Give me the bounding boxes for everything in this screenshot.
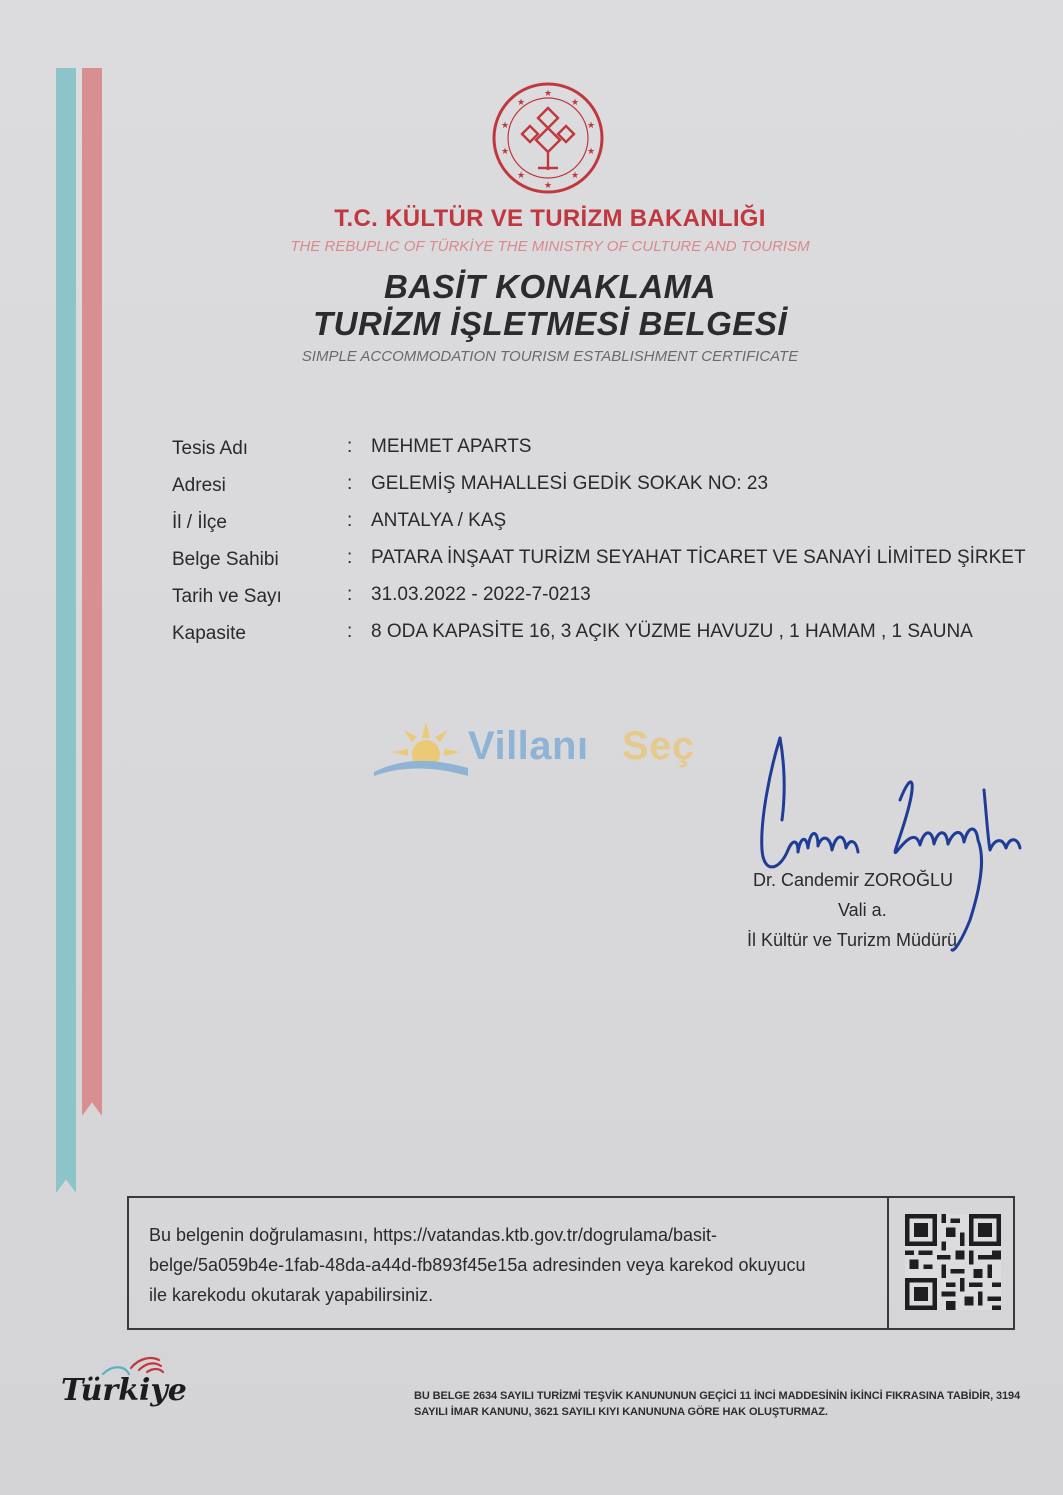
verification-text: Bu belgenin doğrulamasını, https://vatandas.ktb.gov.tr/dogrulama/basit-belge/5a059b4e-1fab-48da-a44d-fb893f45e15a adresinden veya karekod okuyucu ile karekodu okutarak yapabilirsiniz.: [149, 1225, 806, 1305]
field-colon: :: [347, 473, 353, 494]
field-label: İl / İlçe: [172, 512, 227, 533]
field-label: Adresi: [172, 475, 226, 496]
turkiye-logo-text: Türkiye: [61, 1373, 187, 1408]
svg-text:★: ★: [543, 181, 553, 191]
svg-text:★: ★: [500, 147, 510, 157]
ministry-emblem-icon: [490, 80, 606, 196]
field-value: 8 ODA KAPASİTE 16, 3 AÇIK YÜZME HAVUZU , 1 HAMAM , 1 SAUNA: [371, 621, 973, 642]
field-value: ANTALYA / KAŞ: [371, 510, 507, 531]
turkiye-logo: [55, 1350, 195, 1430]
field-value: MEHMET APARTS: [371, 436, 532, 457]
handwritten-signature: [740, 730, 1030, 960]
field-colon: :: [347, 510, 353, 531]
certificate-title-line2: TURİZM İŞLETMESİ BELGESİ: [312, 305, 788, 342]
field-label: Tesis Adı: [172, 438, 249, 459]
field-row-tesis-adi: [172, 432, 1032, 462]
sun-wave-icon: [372, 718, 468, 782]
certificate-title-line1: BASİT KONAKLAMA: [384, 268, 716, 305]
watermark-text-sec: Seç: [622, 724, 695, 768]
field-row-tarih-ve-sayi: [172, 580, 1032, 610]
svg-text:★: ★: [570, 98, 580, 108]
signatory-title-2: İl Kültür ve Turizm Müdürü: [747, 930, 958, 950]
ministry-name-tr: T.C. KÜLTÜR VE TURİZM BAKANLIĞI: [334, 205, 766, 232]
certificate-title-en: SIMPLE ACCOMMODATION TOURISM ESTABLISHMENT CERTIFICATE: [301, 348, 799, 365]
ministry-name-en: THE REBUPLIC OF TÜRKİYE THE MINISTRY OF CULTURE AND TOURISM: [290, 238, 810, 255]
field-value: GELEMİŞ MAHALLESİ GEDİK SOKAK NO: 23: [371, 473, 769, 494]
svg-text:★: ★: [570, 171, 580, 181]
svg-text:★: ★: [586, 147, 596, 157]
field-colon: :: [347, 436, 353, 457]
field-label: Tarih ve Sayı: [172, 586, 282, 607]
footer-legal-note: BU BELGE 2634 SAYILI TURİZMİ TEŞVİK KANUNUNUN GEÇİCİ 11 İNCİ MADDESİNİN İKİNCİ FIKRASINA TABİDİR, 3194 SAYILI İMAR KANUNU, 3621 SAYILI KIYI KANUNUNA GÖRE HAK OLUŞTURMAZ.: [414, 1390, 1021, 1418]
field-label: Belge Sahibi: [172, 549, 279, 570]
svg-text:★: ★: [543, 89, 553, 99]
field-label: Kapasite: [172, 623, 246, 644]
field-value: 31.03.2022 - 2022-7-0213: [371, 584, 591, 605]
ribbon-blue: [56, 68, 76, 1193]
svg-text:★: ★: [516, 98, 526, 108]
field-value: PATARA İNŞAAT TURİZM SEYAHAT TİCARET VE SANAYİ LİMİTED ŞİRKET: [371, 547, 1026, 568]
certificate-fields: [172, 432, 1032, 654]
verification-box: [127, 1196, 1015, 1330]
signatory-name: Dr. Candemir ZOROĞLU: [753, 870, 954, 890]
signatory-title-1: Vali a.: [838, 900, 887, 920]
qr-divider: [887, 1198, 889, 1328]
field-colon: :: [347, 621, 353, 642]
qr-code-icon[interactable]: [905, 1214, 1001, 1310]
svg-text:★: ★: [500, 121, 510, 131]
field-row-il-ilce: [172, 506, 1032, 536]
field-row-belge-sahibi: [172, 543, 1032, 573]
field-colon: :: [347, 547, 353, 568]
field-row-adresi: [172, 469, 1032, 499]
watermark: [372, 718, 702, 782]
svg-text:★: ★: [516, 171, 526, 181]
field-colon: :: [347, 584, 353, 605]
watermark-text-villani: Villanı: [468, 724, 589, 768]
svg-text:★: ★: [586, 121, 596, 131]
field-row-kapasite: [172, 617, 1032, 647]
